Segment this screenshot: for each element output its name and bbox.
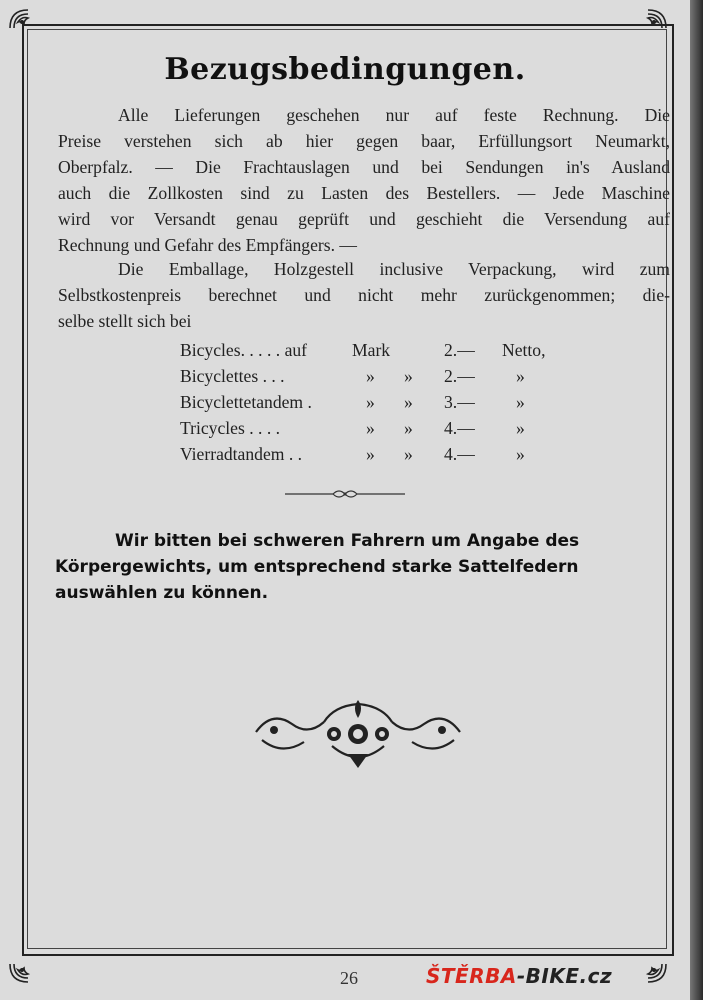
- rate-row: [180, 392, 580, 418]
- corner-ornament-icon: [628, 8, 668, 48]
- terms-paragraph: [58, 102, 670, 258]
- paragraph-line: Selbstkostenpreis berechnet und nicht mehr zurückgenommen; die-: [58, 285, 670, 305]
- rate-price: 4.—: [444, 418, 475, 438]
- packaging-paragraph: [58, 256, 670, 334]
- rate-net: Netto,: [502, 340, 546, 360]
- corner-ornament-icon: [628, 944, 668, 984]
- paragraph-line: selbe stellt sich bei: [58, 311, 192, 331]
- ditto-mark: »: [404, 366, 413, 386]
- rate-item: Tricycles . . . .: [180, 418, 281, 438]
- rate-item: Bicycles. . . . . auf: [180, 340, 308, 360]
- watermark-domain: -BIKE.cz: [516, 964, 613, 988]
- rate-row: [180, 418, 580, 444]
- watermark-brand: ŠTĚRBA: [426, 964, 517, 988]
- ditto-mark: »: [366, 366, 375, 386]
- ditto-mark: »: [404, 418, 413, 438]
- rate-item: Vierradtandem . .: [180, 444, 303, 464]
- decorative-ornament-icon: [252, 696, 464, 770]
- notice-line: Wir bitten bei schweren Fahrern um Angabe des: [115, 531, 580, 551]
- notice-line: auswählen zu können.: [55, 583, 269, 603]
- paragraph-line: Alle Lieferungen geschehen nur auf feste Rechnung. Die: [118, 105, 670, 125]
- ditto-mark: »: [516, 366, 525, 386]
- ditto-mark: »: [516, 444, 525, 464]
- ditto-mark: »: [516, 392, 525, 412]
- rate-row: [180, 366, 580, 392]
- watermark-logo: [426, 964, 612, 988]
- ditto-mark: »: [366, 444, 375, 464]
- rate-row: [180, 444, 580, 470]
- packaging-rates-table: [180, 340, 580, 470]
- paragraph-line: Preise verstehen sich ab hier gegen baar, Erfüllungsort Neumarkt,: [58, 131, 670, 151]
- ditto-mark: »: [366, 418, 375, 438]
- paragraph-line: auch die Zollkosten sind zu Lasten des Bestellers. — Jede Maschine: [58, 183, 670, 203]
- weight-notice: [55, 528, 675, 606]
- notice-line: Körpergewichts, um entsprechend starke Sattelfedern: [55, 557, 579, 577]
- rate-item: Bicyclettes . . .: [180, 366, 285, 386]
- paragraph-line: Oberpfalz. — Die Frachtauslagen und bei Sendungen in's Ausland: [58, 157, 670, 177]
- corner-ornament-icon: [8, 944, 48, 984]
- ditto-mark: »: [404, 392, 413, 412]
- corner-ornament-icon: [8, 8, 48, 48]
- paragraph-line: wird vor Versandt genau geprüft und geschieht die Versendung auf: [58, 209, 670, 229]
- page-number: 26: [340, 968, 358, 988]
- rate-price: 2.—: [444, 340, 475, 360]
- ditto-mark: »: [404, 444, 413, 464]
- rate-item: Bicyclettetandem .: [180, 392, 312, 412]
- divider-flourish-icon: [285, 486, 405, 502]
- binding-edge: [690, 0, 703, 1000]
- rate-price: 4.—: [444, 444, 475, 464]
- paragraph-line: Rechnung und Gefahr des Empfängers. —: [58, 235, 358, 255]
- rate-price: 2.—: [444, 366, 475, 386]
- rate-price: 3.—: [444, 392, 475, 412]
- ditto-mark: »: [366, 392, 375, 412]
- ditto-mark: »: [516, 418, 525, 438]
- page-title: Bezugsbedingungen.: [164, 52, 526, 87]
- rate-currency: Mark: [352, 340, 391, 360]
- paragraph-line: Die Emballage, Holzgestell inclusive Verpackung, wird zum: [118, 259, 670, 279]
- rate-row: [180, 340, 580, 366]
